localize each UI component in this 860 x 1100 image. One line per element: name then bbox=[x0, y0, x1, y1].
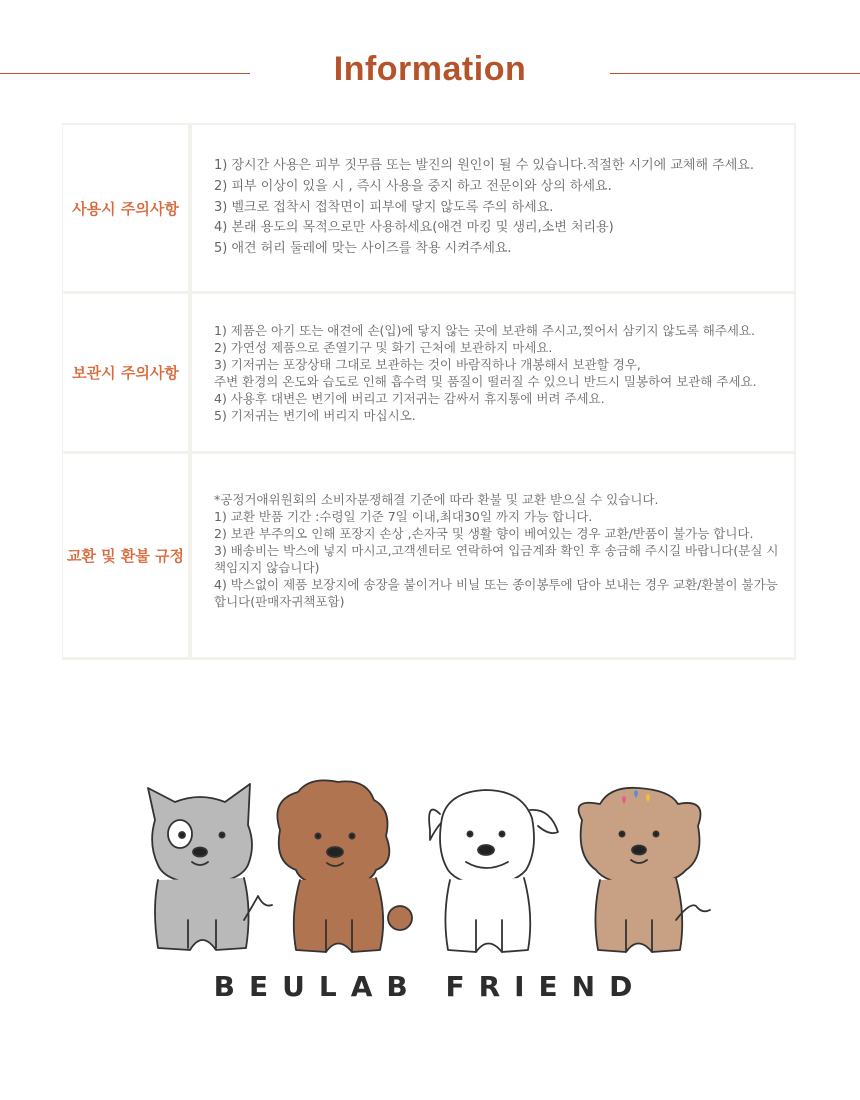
list-item: 2) 피부 이상이 있을 시 , 즉시 사용을 중지 하고 전문이와 상의 하세요. bbox=[214, 178, 612, 194]
list-item: 5) 기저귀는 변기에 버리지 마십시오. bbox=[214, 407, 416, 423]
list-item: 4) 본래 용도의 목적으로만 사용하세요(애견 마킹 및 생리,소변 처리용) bbox=[214, 220, 614, 236]
list-item: 1) 장시간 사용은 피부 짓무름 또는 발진의 원인이 될 수 있습니다.적절한 시기에 교체해 주세요. bbox=[214, 158, 754, 173]
list-item: 2) 보관 부주의오 인해 포장지 손상 ,손자국 및 생활 향이 베여있는 경우 교환/반품이 불가능 합니다. bbox=[214, 526, 754, 541]
gray-dog-icon bbox=[148, 784, 272, 950]
list-item: 1) 제품은 아기 또는 애견에 손(입)에 닿지 않는 곳에 보관해 주시고,찢어서 삼키지 않도록 해주세요. bbox=[214, 322, 756, 338]
storage-caution-body bbox=[192, 294, 796, 451]
usage-caution-body bbox=[192, 125, 796, 291]
brown-poodle-icon bbox=[277, 780, 412, 952]
exchange-refund-body bbox=[192, 454, 796, 657]
brand-logo-text: BEULAB FRIEND bbox=[213, 970, 647, 1003]
list-item: 1) 교환 반품 기간 :수령일 기준 7일 이내,최대30일 까지 가능 합니다. bbox=[214, 509, 593, 524]
list-item: 4) 사용후 대변은 변기에 버리고 기저귀는 감싸서 휴지통에 버려 주세요. bbox=[214, 390, 605, 406]
exchange-refund-heading: 교환 및 환불 규정 bbox=[62, 454, 192, 657]
usage-caution-heading: 사용시 주의사항 bbox=[62, 125, 192, 291]
usage-caution-row bbox=[62, 123, 796, 294]
list-item: *공정거애위원회의 소비자분쟁해결 기준에 따라 환불 및 교환 받으실 수 있습니다. bbox=[214, 492, 659, 507]
list-item: 2) 가연성 제품으로 존열기구 및 화기 근처에 보관하지 마세요. bbox=[214, 339, 553, 355]
exchange-refund-row bbox=[62, 454, 796, 660]
title-divider-right bbox=[610, 73, 860, 74]
page-title: Information bbox=[333, 50, 527, 88]
title-section bbox=[0, 0, 860, 130]
white-dog-icon bbox=[429, 790, 558, 952]
storage-caution-heading: 보관시 주의사항 bbox=[62, 294, 192, 451]
list-item: 5) 애견 허리 둘레에 맞는 사이즈를 착용 시켜주세요. bbox=[214, 241, 512, 257]
list-item: 4) 박스없이 제품 보장지에 송장을 붙이거나 비닐 또는 종이봉투에 담아 보내는 경우 교환/환불이 불가능 합니다(판매자귀책포함) bbox=[214, 577, 778, 609]
storage-caution-row bbox=[62, 294, 796, 454]
tan-dog-icon bbox=[579, 788, 710, 952]
list-item: 3) 배송비는 박스에 넣지 마시고,고객센터로 연락하여 입금계좌 확인 후 송금해 주시길 바랍니다(분실 시 책임지지 않습니다) bbox=[214, 543, 779, 575]
info-table bbox=[62, 123, 796, 660]
list-item: 3) 기저귀는 포장상태 그대로 보관하는 것이 바람직하나 개봉해서 보관할 경우, bbox=[214, 356, 641, 372]
list-item: 3) 벨크로 접착시 접착면이 피부에 닿지 않도록 주의 하세요. bbox=[214, 199, 554, 215]
dogs-illustration bbox=[130, 770, 730, 960]
list-item: 주변 환경의 온도와 습도로 인해 흡수력 및 품질이 떨러질 수 있으니 반드시 밀봉하여 보관해 주세요. bbox=[214, 373, 757, 389]
